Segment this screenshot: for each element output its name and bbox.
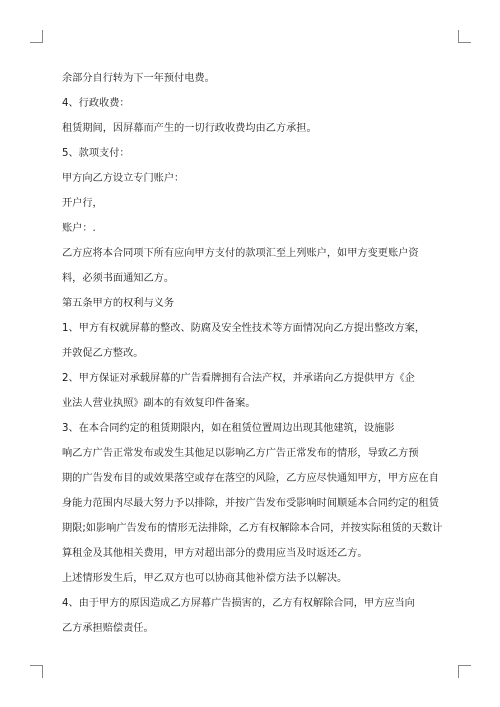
paragraph-line: 甲方向乙方设立专门账户： bbox=[62, 173, 185, 184]
paragraph-line: 4、行政收费： bbox=[62, 98, 130, 109]
paragraph-line: 算租金及其他相关费用，甲方对超出部分的费用应当及时返还乙方。 bbox=[62, 548, 368, 559]
paragraph-line: 1、甲方有权就屏幕的整改、防腐及安全性技术等方面情况向乙方提出整改方案， bbox=[62, 323, 426, 334]
paragraph-line: 响乙方广告正常发布或发生其他足以影响乙方广告正常发布的情形，导致乙方预 bbox=[62, 448, 419, 459]
paragraph-line: 料，必须书面通知乙方。 bbox=[62, 273, 175, 284]
paragraph-line: 4、由于甲方的原因造成乙方屏幕广告损害的，乙方有权解除合同，甲方应当向 bbox=[62, 598, 415, 609]
paragraph-line: 乙方应将本合同项下所有应向甲方支付的款项汇至上列账户，如甲方变更账户资 bbox=[62, 248, 419, 259]
document-body bbox=[62, 66, 448, 641]
section-heading: 第五条甲方的权利与义务 bbox=[62, 298, 175, 309]
paragraph-line: 上述情形发生后，甲乙双方也可以协商其他补偿方法予以解决。 bbox=[62, 573, 348, 584]
paragraph-line: 账户：. bbox=[62, 223, 96, 234]
paragraph-line: 期的广告发布目的或效果落空或存在落空的风险，乙方应尽快通知甲方，甲方应在自 bbox=[62, 473, 439, 484]
paragraph-line: 3、在本合同约定的租赁期限内，如在租赁位置周边出现其他建筑，设施影 bbox=[62, 423, 395, 434]
paragraph-line: 开户行， bbox=[62, 198, 103, 209]
paragraph-line: 并敦促乙方整改。 bbox=[62, 348, 144, 359]
crop-mark-bottom-right bbox=[458, 665, 471, 678]
crop-mark-top-left bbox=[30, 30, 43, 43]
crop-mark-top-right bbox=[458, 30, 471, 43]
paragraph-line: 余部分自行转为下一年预付电费。 bbox=[62, 73, 215, 84]
paragraph-line: 身能力范围内尽最大努力予以排除，并按广告发布受影响时间顺延本合同约定的租赁 bbox=[62, 498, 439, 509]
paragraph-line: 5、款项支付： bbox=[62, 148, 130, 159]
paragraph-line: 业法人营业执照》副本的有效复印件备案。 bbox=[62, 398, 256, 409]
paragraph-line: 租赁期间，因屏幕而产生的一切行政收费均由乙方承担。 bbox=[62, 123, 317, 134]
paragraph-line: 2、甲方保证对承载屏幕的广告看牌拥有合法产权，并承诺向乙方提供甲方《企 bbox=[62, 373, 415, 384]
paragraph-line: 期限;如影响广告发布的情形无法排除，乙方有权解除本合同，并按实际租赁的天数计 bbox=[62, 523, 443, 534]
paragraph-line: 乙方承担赔偿责任。 bbox=[62, 623, 154, 634]
crop-mark-bottom-left bbox=[30, 665, 43, 678]
